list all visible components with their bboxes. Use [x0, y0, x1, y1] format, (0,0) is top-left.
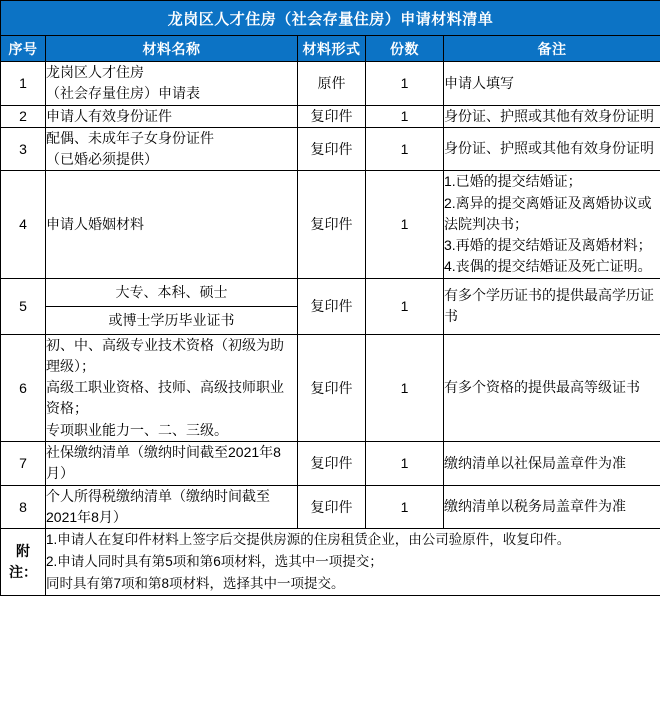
- cell-index: 6: [1, 334, 46, 441]
- footnote-line: 同时具有第7项和第8项材料，选择其中一项提交。: [46, 575, 345, 591]
- cell-index: 2: [1, 105, 46, 127]
- table-row: [1, 105, 660, 127]
- footnote-line: 2.申请人同时具有第5项和第6项材料，选其中一项提交；: [46, 553, 383, 569]
- document-title: 龙岗区人才住房（社会存量住房）申请材料清单: [1, 1, 660, 36]
- table-row: [1, 171, 660, 278]
- cell-name-line-1: 大专、本科、硕士: [46, 279, 297, 307]
- cell-index: 7: [1, 441, 46, 485]
- cell-form: 复印件: [298, 278, 366, 334]
- cell-qty: 1: [366, 334, 444, 441]
- cell-qty: 1: [366, 485, 444, 529]
- cell-remark: 1.已婚的提交结婚证； 2.离异的提交离婚证及离婚协议或法院判决书； 3.再婚的提交结婚证及离婚材料； 4.丧偶的提交结婚证及死亡证明。: [444, 171, 660, 278]
- column-header-index: 序号: [1, 36, 46, 62]
- cell-form: 复印件: [298, 441, 366, 485]
- column-header-remark: 备注: [444, 36, 660, 62]
- footnote-line: 1.申请人在复印件材料上签字后交提供房源的住房租赁企业，由公司验原件，收复印件。: [46, 532, 571, 548]
- cell-index: 8: [1, 485, 46, 529]
- cell-form: 复印件: [298, 485, 366, 529]
- footnote-label: 附 注：: [1, 529, 46, 596]
- table-header-row: [1, 36, 660, 62]
- cell-form: 复印件: [298, 171, 366, 278]
- cell-index: 4: [1, 171, 46, 278]
- cell-form: 复印件: [298, 334, 366, 441]
- cell-name: 龙岗区人才住房 （社会存量住房）申请表: [46, 62, 298, 106]
- column-header-name: 材料名称: [46, 36, 298, 62]
- cell-name: 个人所得税缴纳清单（缴纳时间截至2021年8月）: [46, 485, 298, 529]
- cell-qty: 1: [366, 441, 444, 485]
- cell-remark: 有多个资格的提供最高等级证书: [444, 334, 660, 441]
- cell-qty: 1: [366, 62, 444, 106]
- cell-remark: 身份证、护照或其他有效身份证明: [444, 105, 660, 127]
- cell-form: 复印件: [298, 105, 366, 127]
- cell-qty: 1: [366, 127, 444, 171]
- table-row: [1, 62, 660, 106]
- cell-index: 3: [1, 127, 46, 171]
- cell-name: 初、中、高级专业技术资格（初级为助理级）； 高级工职业资格、技师、高级技师职业资格； 专项职业能力一、二、三级。: [46, 334, 298, 441]
- table-row: [1, 441, 660, 485]
- cell-name-split: [46, 278, 298, 334]
- table-row: [1, 278, 660, 334]
- cell-name: 配偶、未成年子女身份证件 （已婚必须提供）: [46, 127, 298, 171]
- cell-remark: 缴纳清单以社保局盖章件为准: [444, 441, 660, 485]
- cell-qty: 1: [366, 278, 444, 334]
- column-header-qty: 份数: [366, 36, 444, 62]
- cell-remark: 身份证、护照或其他有效身份证明: [444, 127, 660, 171]
- table-row: [1, 127, 660, 171]
- table-row: [1, 334, 660, 441]
- cell-form: 原件: [298, 62, 366, 106]
- cell-remark: 申请人填写: [444, 62, 660, 106]
- footnote-body: [46, 529, 660, 596]
- cell-name: 社保缴纳清单（缴纳时间截至2021年8月）: [46, 441, 298, 485]
- cell-qty: 1: [366, 105, 444, 127]
- column-header-form: 材料形式: [298, 36, 366, 62]
- table-row: [1, 485, 660, 529]
- cell-qty: 1: [366, 171, 444, 278]
- cell-remark: 有多个学历证书的提供最高学历证书: [444, 278, 660, 334]
- cell-index: 1: [1, 62, 46, 106]
- cell-name: 申请人有效身份证件: [46, 105, 298, 127]
- cell-remark: 缴纳清单以税务局盖章件为准: [444, 485, 660, 529]
- cell-index: 5: [1, 278, 46, 334]
- cell-name-line-2: 或博士学历毕业证书: [108, 311, 235, 328]
- cell-form: 复印件: [298, 127, 366, 171]
- cell-name: 申请人婚姻材料: [46, 171, 298, 278]
- table-title-row: [1, 1, 660, 36]
- footnote-row: [1, 529, 660, 596]
